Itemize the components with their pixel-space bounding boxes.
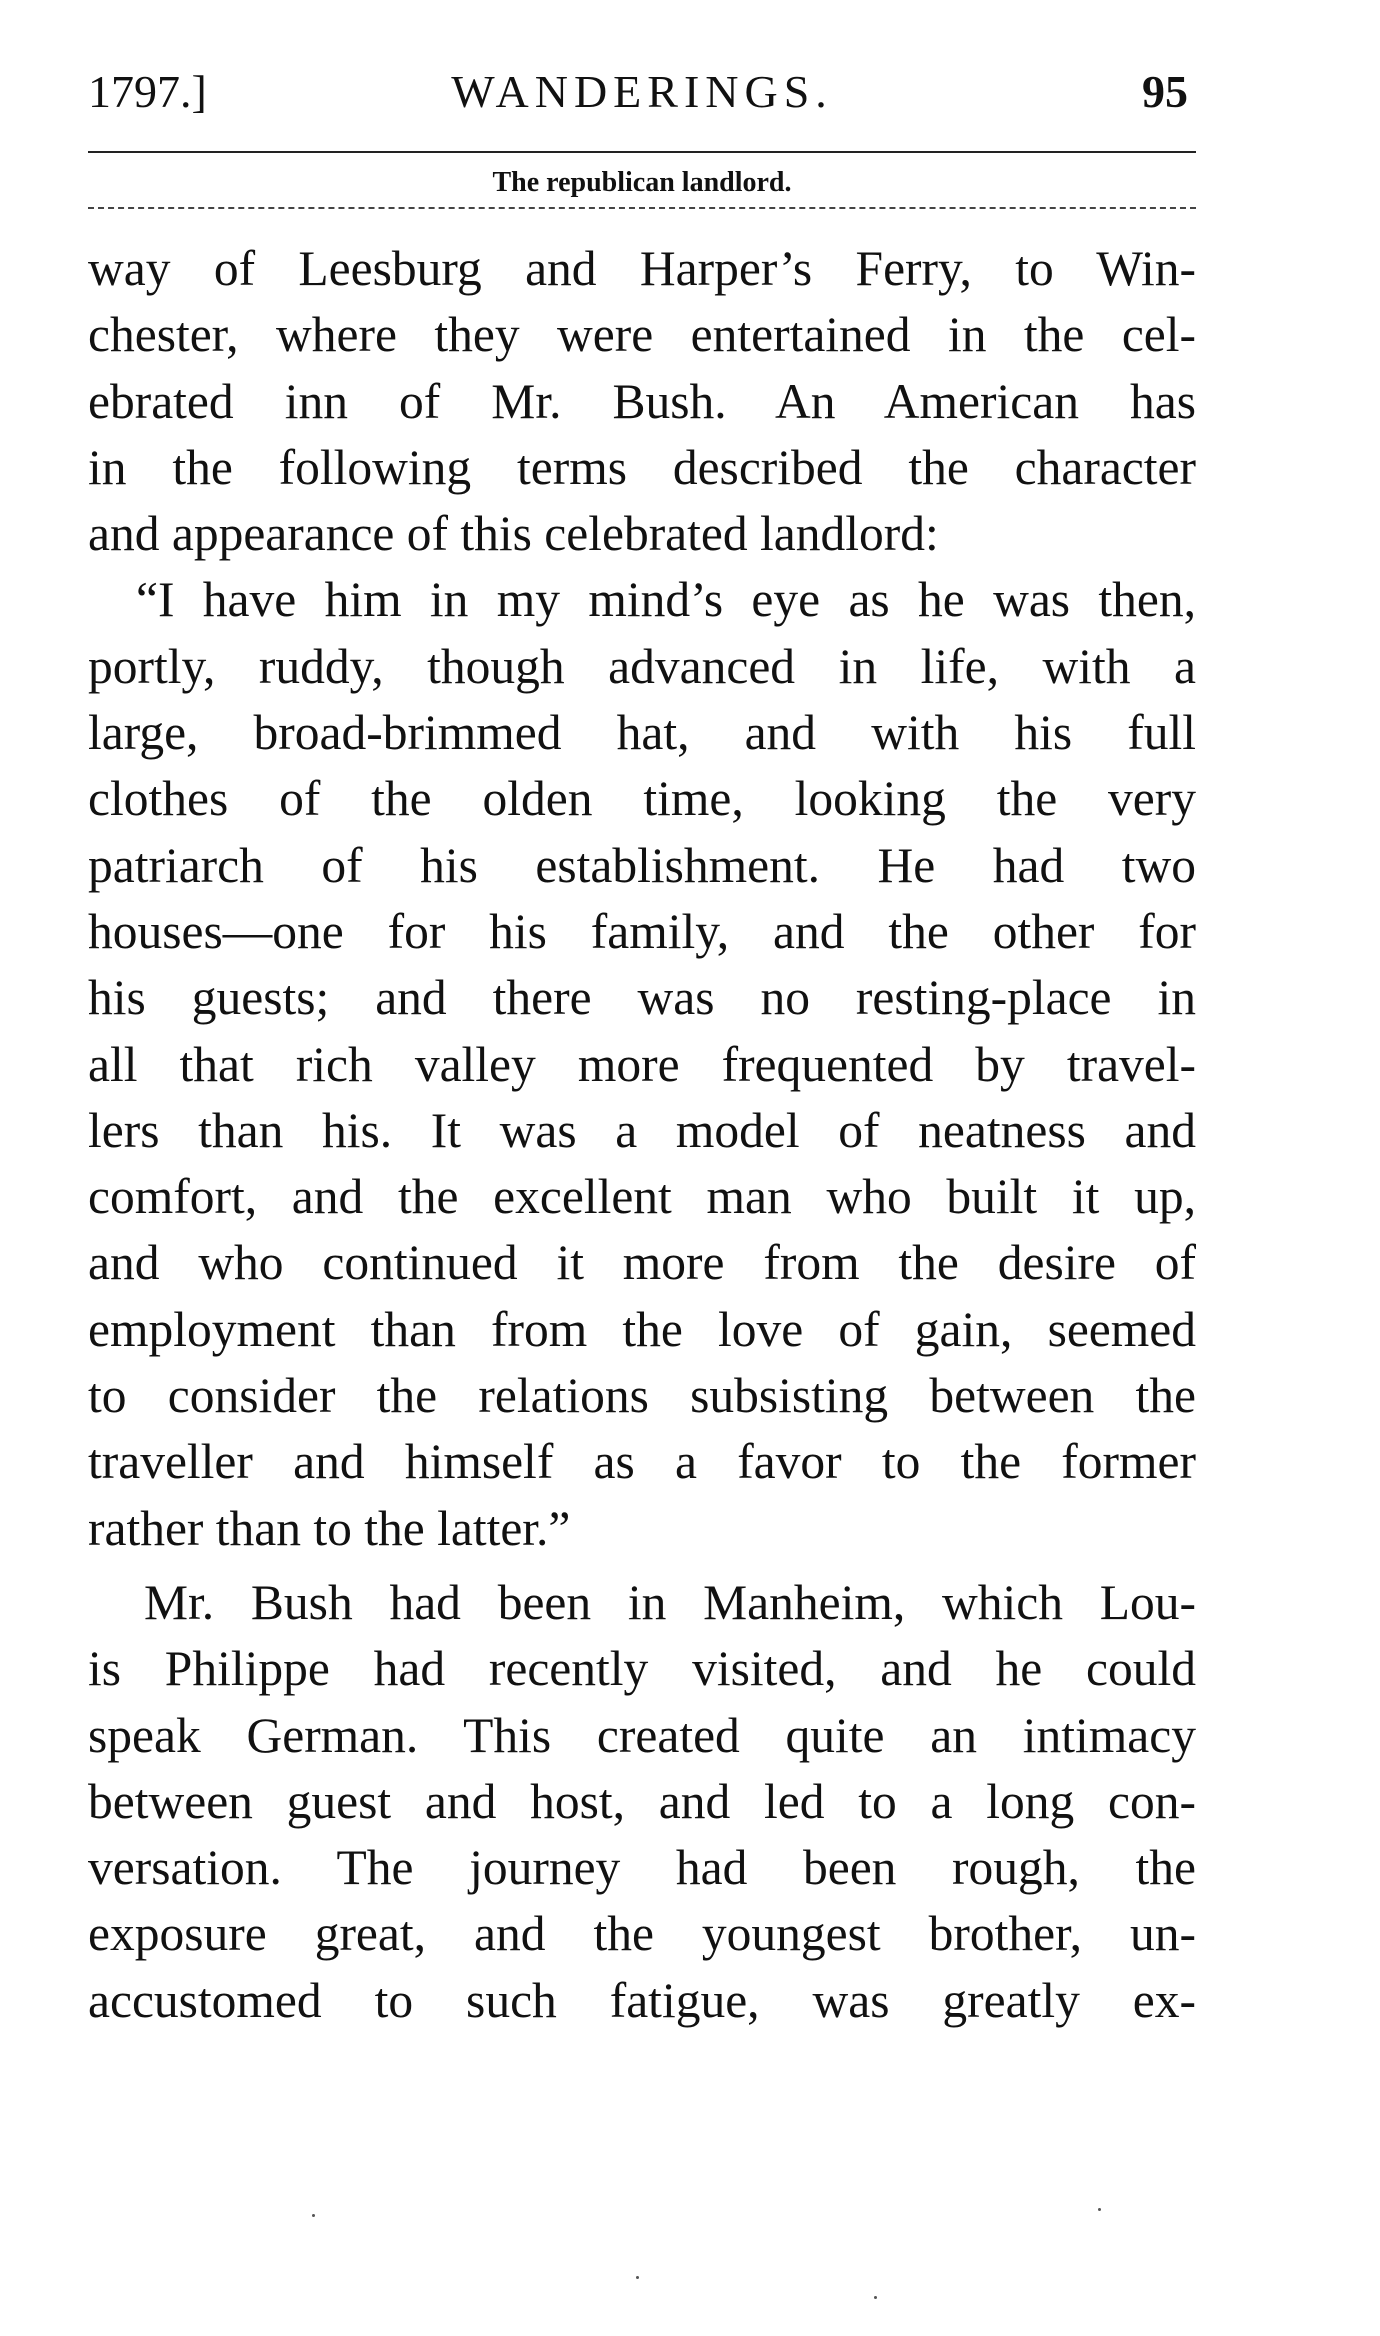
text-line: way of Leesburg and Harper’s Ferry, to Win-: [88, 241, 1196, 296]
text-line: between guest and host, and led to a long con-: [88, 1773, 1196, 1829]
section-subheading: The republican landlord.: [492, 167, 792, 198]
text-line: speak German. This created quite an intimacy: [88, 1707, 1196, 1763]
subheading-rule: [88, 207, 1196, 209]
text-line: and appearance of this celebrated landlord:: [88, 506, 939, 562]
text-line: lers than his. It was a model of neatness and: [88, 1102, 1196, 1158]
running-head-date: 1797.]: [88, 66, 207, 117]
text-line: versation. The journey had been rough, the: [88, 1840, 1196, 1896]
text-line: patriarch of his establishment. He had two: [88, 837, 1196, 893]
text-line: Mr. Bush had been in Manheim, which Lou-: [144, 1574, 1196, 1630]
running-head-title: WANDERINGS.: [451, 66, 833, 117]
text-line: chester, where they were entertained in the cel-: [88, 307, 1196, 363]
text-line: houses—one for his family, and the other for: [88, 903, 1196, 959]
text-line: traveller and himself as a favor to the former: [88, 1434, 1196, 1490]
text-line: clothes of the olden time, looking the very: [88, 771, 1196, 827]
text-line: employment than from the love of gain, seemed: [88, 1301, 1196, 1357]
scan-speck: [1098, 2208, 1101, 2211]
scan-speck: [312, 2214, 315, 2217]
text-line: portly, ruddy, though advanced in life, with a: [88, 638, 1196, 694]
text-line: accustomed to such fatigue, was greatly ex-: [88, 1972, 1196, 2028]
text-line: and who continued it more from the desire of: [88, 1235, 1196, 1291]
header-rule: [88, 151, 1196, 153]
text-line: “I have him in my mind’s eye as he was then,: [136, 572, 1196, 628]
text-line: comfort, and the excellent man who built it up,: [88, 1169, 1196, 1225]
body-text: [88, 236, 1196, 2034]
running-head: [88, 62, 1196, 132]
text-line: all that rich valley more frequented by travel-: [88, 1036, 1196, 1092]
text-line: ebrated inn of Mr. Bush. An American has: [88, 373, 1196, 429]
text-line: is Philippe had recently visited, and he could: [88, 1641, 1196, 1697]
text-line: large, broad-brimmed hat, and with his full: [88, 705, 1196, 761]
text-line: in the following terms described the character: [88, 439, 1196, 495]
text-line: his guests; and there was no resting-place in: [88, 970, 1196, 1026]
text-line: to consider the relations subsisting between the: [88, 1368, 1196, 1424]
scan-speck: [636, 2276, 639, 2279]
scan-speck: [874, 2296, 877, 2299]
page-number: 95: [1142, 66, 1188, 117]
text-line: rather than to the latter.”: [88, 1500, 571, 1556]
text-line: exposure great, and the youngest brother, un-: [88, 1906, 1196, 1962]
